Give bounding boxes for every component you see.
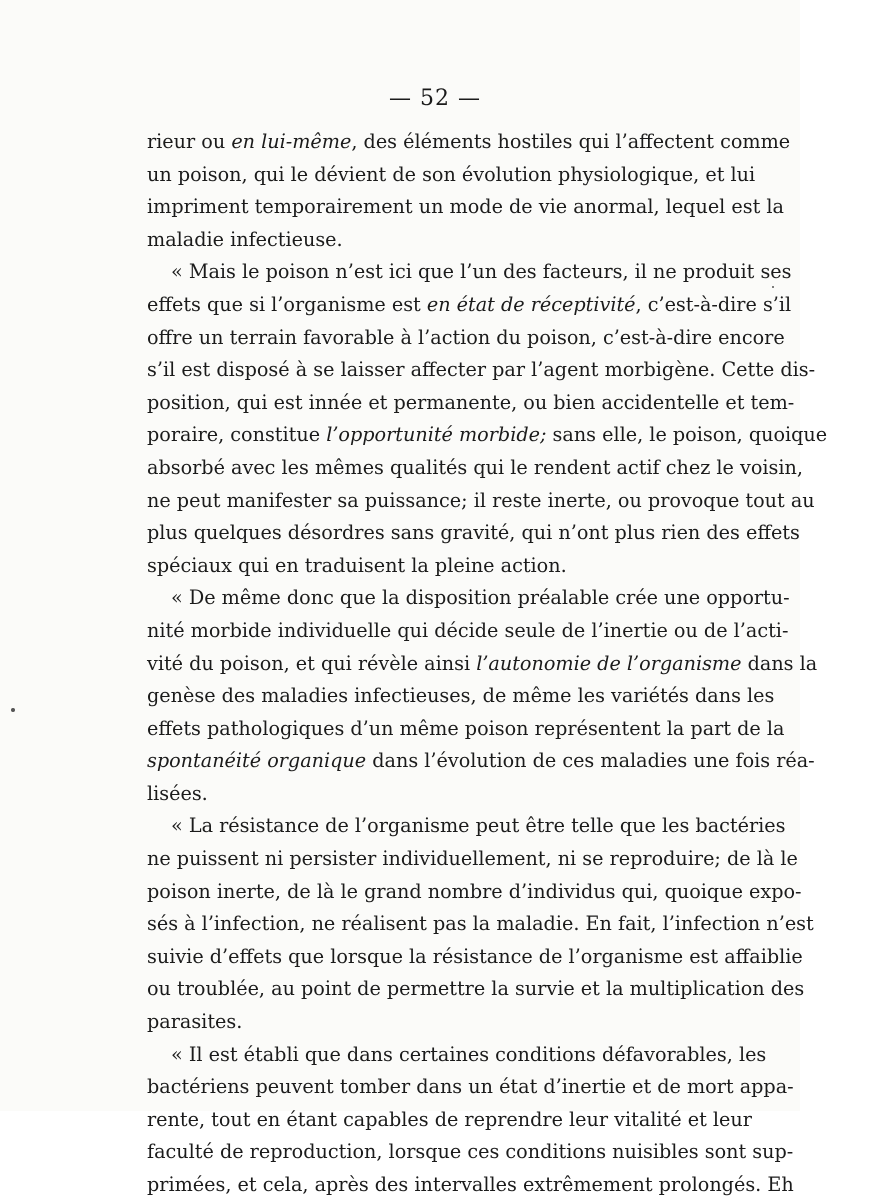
text-line [147,843,798,876]
text-segment: sans elle, le poison, quoique [546,423,828,447]
text-line [147,126,791,159]
text-line [147,191,784,224]
text-line [147,1169,794,1202]
text-segment: effets que si l’organisme est [147,292,427,316]
text-segment: genèse des maladies infectieuses, de même les variétés dans les [147,684,775,708]
text-segment: bactériens peuvent tomber dans un état d’inertie et de mort appa- [147,1075,794,1099]
text-segment: , c’est-à-dire s’il [635,292,792,316]
text-segment: rieur ou [147,130,232,153]
text-segment: « Il est établi que dans certaines conditions défavorables, les [171,1042,767,1066]
ink-speck [772,286,774,288]
text-line [147,517,800,550]
text-segment: ne peut manifester sa puissance; il reste inerte, ou provoque tout au [147,488,815,512]
text-line [147,452,803,485]
text-segment: ne puissent ni persister individuellement, ni se reproduire; de là le [147,847,798,871]
page-number: — 52 — [389,86,481,111]
text-line [147,908,814,941]
italic-phrase: en lui-même [231,130,352,153]
text-segment: impriment temporairement un mode de vie anormal, lequel est la [147,195,784,219]
text-line [147,876,802,909]
text-segment: « Mais le poison n’est ici que l’un des facteurs, il ne produit ses [171,260,792,284]
text-line [147,1071,794,1104]
text-segment: « La résistance de l’organisme peut être telle que les bactéries [171,814,786,838]
italic-phrase: spontanéité organique [147,749,367,773]
text-segment: ou troublée, au point de permettre la survie et la multiplication des [147,977,805,1001]
text-line [147,224,709,257]
italic-phrase: l’autonomie de l’organisme [476,651,742,675]
text-line [147,713,785,746]
text-line [147,745,815,778]
text-segment: nité morbide individuelle qui décide seule de l’inertie ou de l’acti- [147,618,789,642]
text-line [147,159,756,192]
text-segment: maladie infectieuse. [147,227,343,251]
text-line [147,1006,709,1039]
text-line [147,1104,752,1137]
text-segment: faculté de reproduction, lorsque ces conditions nuisibles sont sup- [147,1140,794,1164]
text-line [147,648,818,681]
text-segment: absorbé avec les mêmes qualités qui le rendent actif chez le voisin, [147,455,803,479]
text-segment: lisées. [147,781,208,805]
text-segment: position, qui est innée et permanente, ou bien accidentelle et tem- [147,390,795,414]
text-line [147,419,828,452]
text-segment: dans la [741,651,818,675]
text-segment: offre un terrain favorable à l’action du poison, c’est-à-dire encore [147,325,785,349]
text-segment: , des éléments hostiles qui l’affectent comme [351,130,791,153]
text-line [147,1136,794,1169]
text-line [147,810,786,843]
text-line [147,680,775,713]
text-segment: un poison, qui le dévient de son évolution physiologique, et lui [147,162,756,186]
text-segment: effets pathologiques d’un même poison représentent la part de la [147,716,785,740]
text-segment: parasites. [147,1010,243,1034]
text-segment: dans l’évolution de ces maladies une fois réa- [366,749,815,773]
body-text [147,126,828,1202]
text-line [147,582,790,615]
text-segment: poraire, constitue [147,423,327,447]
text-line [147,485,815,518]
text-line [147,1039,767,1072]
text-segment: poison inerte, de là le grand nombre d’individus qui, quoique expo- [147,879,802,903]
text-line [147,289,792,322]
text-segment: rente, tout en étant capables de reprendre leur vitalité et leur [147,1107,752,1131]
text-line [147,778,709,811]
text-line [147,322,785,355]
text-line [147,550,709,583]
text-segment: s’il est disposé à se laisser affecter par l’agent morbigène. Cette dis- [147,358,816,382]
text-segment: plus quelques désordres sans gravité, qui n’ont plus rien des effets [147,521,800,545]
text-segment: spéciaux qui en traduisent la pleine action. [147,553,567,577]
italic-phrase: l’opportunité morbide; [326,423,547,447]
text-segment: « De même donc que la disposition préalable crée une opportu- [171,586,790,610]
text-line [147,256,792,289]
text-line [147,387,795,420]
italic-phrase: en état de réceptivité [426,292,636,316]
text-line [147,941,803,974]
text-line [147,973,805,1006]
text-line [147,354,816,387]
text-segment: sés à l’infection, ne réalisent pas la maladie. En fait, l’infection n’est [147,912,814,936]
ink-speck [11,708,15,712]
text-segment: suivie d’effets que lorsque la résistance de l’organisme est affaiblie [147,944,803,968]
text-line [147,615,789,648]
text-segment: primées, et cela, après des intervalles extrêmement prolongés. Eh [147,1173,794,1196]
text-segment: vité du poison, et qui révèle ainsi [147,651,477,675]
